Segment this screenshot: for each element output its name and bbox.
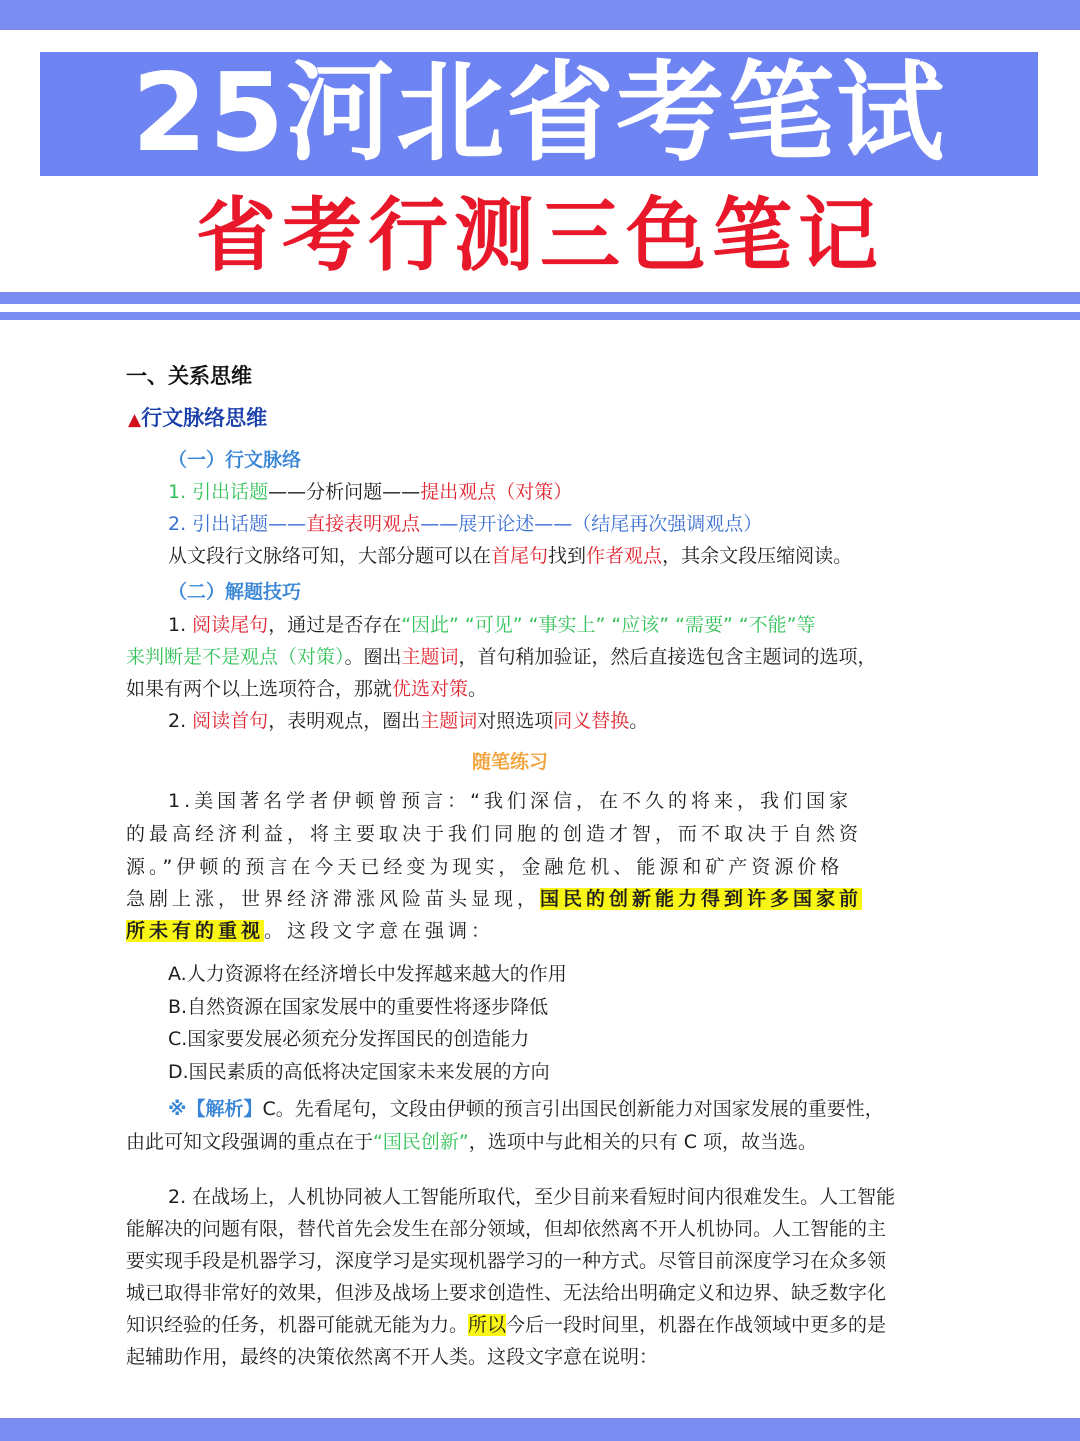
q1-analysis-line1 (168, 1100, 884, 1119)
analysis-l2-a: 由此可知文段强调的重点在于 (126, 1131, 374, 1153)
tip1-line3 (126, 680, 487, 699)
q2-line5 (126, 1316, 886, 1335)
part1-line3 (168, 547, 852, 566)
tip1-l3-c: 。 (468, 678, 488, 700)
tip1-num: 1. (168, 614, 193, 636)
tip1-l3-a: 如果有两个以上选项符合，那就 (126, 678, 393, 700)
q2-line6: 起辅助作用，最终的决策依然离不开人类。这段文字意在说明： (126, 1346, 659, 1368)
tip1-read-end: 阅读尾句 (192, 614, 269, 636)
page-title: 25河北省考笔试 (131, 51, 947, 176)
tip2-b: 阅读首句 (192, 710, 269, 732)
q1-option-d: D.国民素质的高低将决定国家未来发展的方向 (168, 1061, 550, 1083)
tip2-d: 主题词 (420, 710, 478, 732)
q2-line4: 城已取得非常好的效果，但涉及战场上要求创造性、无法给出明确定义和边界、缺乏数字化 (126, 1282, 887, 1304)
q2-line1: 2. 在战场上，人机协同被人工智能所取代，至少目前来看短时间内很难发生。人工智能 (168, 1186, 896, 1208)
tip1-line1 (168, 616, 816, 635)
q1-line5-highlight: 所未有的重视 (126, 920, 265, 942)
tip1-line2 (126, 648, 877, 667)
part1-line1-c: 提出观点（对策） (420, 481, 573, 503)
tip2-line (168, 712, 648, 731)
bottom-accent-bar (0, 1418, 1080, 1441)
part1-line3-b: 首尾句 (491, 545, 549, 567)
practice-title: 随笔练习 (472, 751, 549, 773)
q1-line1: 1.美国著名学者伊顿曾预言：“我们深信，在不久的将来，我们国家 (168, 790, 852, 812)
part1-line1-a: 1. 引出话题 (168, 481, 269, 503)
analysis-tag: ※【解析】 (168, 1098, 263, 1120)
q2-line2: 能解决的问题有限，替代首先会发生在部分领域，但却依然离不开人机协同。人工智能的主 (126, 1218, 887, 1240)
q1-option-c: C.国家要发展必须充分发挥国民的创造能力 (168, 1028, 530, 1050)
tip1-l2-a: 来判断是不是观点（对策） (126, 646, 345, 668)
q1-line5-plain: 。这段文字意在强调： (264, 920, 495, 942)
section-heading: 一、关系思维 (126, 364, 252, 388)
part1-line3-c: 找到 (548, 545, 587, 567)
q1-option-a: A.人力资源将在经济增长中发挥越来越大的作用 (168, 963, 567, 985)
tip1-l2-c: 主题词 (401, 646, 459, 668)
part1-line3-d: 作者观点 (586, 545, 663, 567)
part1-line2 (168, 515, 762, 534)
tip2-a: 2. (168, 710, 193, 732)
tip2-e: 对照选项 (477, 710, 554, 732)
part1-line2-a: 2. 引出话题—— (168, 513, 307, 535)
q2-line5-highlight: 所以 (468, 1314, 507, 1336)
q1-line4 (126, 890, 862, 909)
part1-line1-b: ——分析问题—— (268, 481, 421, 503)
analysis-l2-c: ，选项中与此相关的只有 C 项，故当选。 (468, 1131, 818, 1153)
analysis-text1: C。先看尾句，文段由伊顿的预言引出国民创新能力对国家发展的重要性， (262, 1098, 884, 1120)
q2-line3: 要实现手段是机器学习，深度学习是实现机器学习的一种方式。尽管目前深度学习在众多领 (126, 1250, 887, 1272)
analysis-l2-b: “国民创新” (373, 1131, 469, 1153)
q2-line5-c: 今后一段时间里，机器在作战领域中更多的是 (506, 1314, 887, 1336)
tip1-l2-b: 。圈出 (344, 646, 402, 668)
part1-line3-a: 从文段行文脉络可知，大部分题可以在 (168, 545, 492, 567)
divider-thick (0, 292, 1080, 304)
q2-line5-a: 知识经验的任务，机器可能就无能为力。 (126, 1314, 469, 1336)
part1-line1 (168, 483, 572, 502)
tip2-f: 同义替换 (553, 710, 630, 732)
divider-thin (0, 312, 1080, 320)
tip1-keywords: “因此” “可见” “事实上” “应该” “需要” “不能”等 (401, 614, 816, 636)
tip2-g: 。 (629, 710, 649, 732)
q1-line3: 源。”伊顿的预言在今天已经变为现实，金融危机、能源和矿产资源价格 (126, 856, 844, 878)
tip1-l2-d: ，首句稍加验证，然后直接选包含主题词的选项， (458, 646, 877, 668)
q1-line2: 的最高经济利益，将主要取决于我们同胞的创造才智，而不取决于自然资 (126, 823, 863, 845)
triangle-marker-icon: ▲ (128, 410, 142, 430)
tip1-l3-b: 优选对策 (392, 678, 469, 700)
tip2-c: ，表明观点，圈出 (268, 710, 421, 732)
part1-title: （一）行文脉络 (168, 449, 302, 471)
part1-line2-b: 直接表明观点 (306, 513, 421, 535)
q1-line4-plain: 急剧上涨，世界经济滞涨风险苗头显现， (126, 888, 541, 910)
part2-title: （二）解题技巧 (168, 581, 302, 603)
topic-heading (128, 408, 267, 429)
q1-line5 (126, 922, 494, 941)
part1-line3-e: ，其余文段压缩阅读。 (662, 545, 853, 567)
tip1-text: ，通过是否存在 (268, 614, 402, 636)
title-banner (40, 52, 1038, 176)
q1-option-b: B.自然资源在国家发展中的重要性将逐步降低 (168, 996, 549, 1018)
q1-line4-highlight: 国民的创新能力得到许多国家前 (540, 888, 863, 910)
top-accent-bar (0, 0, 1080, 30)
topic-label: 行文脉络思维 (141, 406, 268, 430)
page-subtitle: 省考行测三色笔记 (196, 189, 884, 282)
q1-analysis-line2 (126, 1133, 817, 1152)
part1-line2-c: ——展开论述——（结尾再次强调观点） (420, 513, 763, 535)
